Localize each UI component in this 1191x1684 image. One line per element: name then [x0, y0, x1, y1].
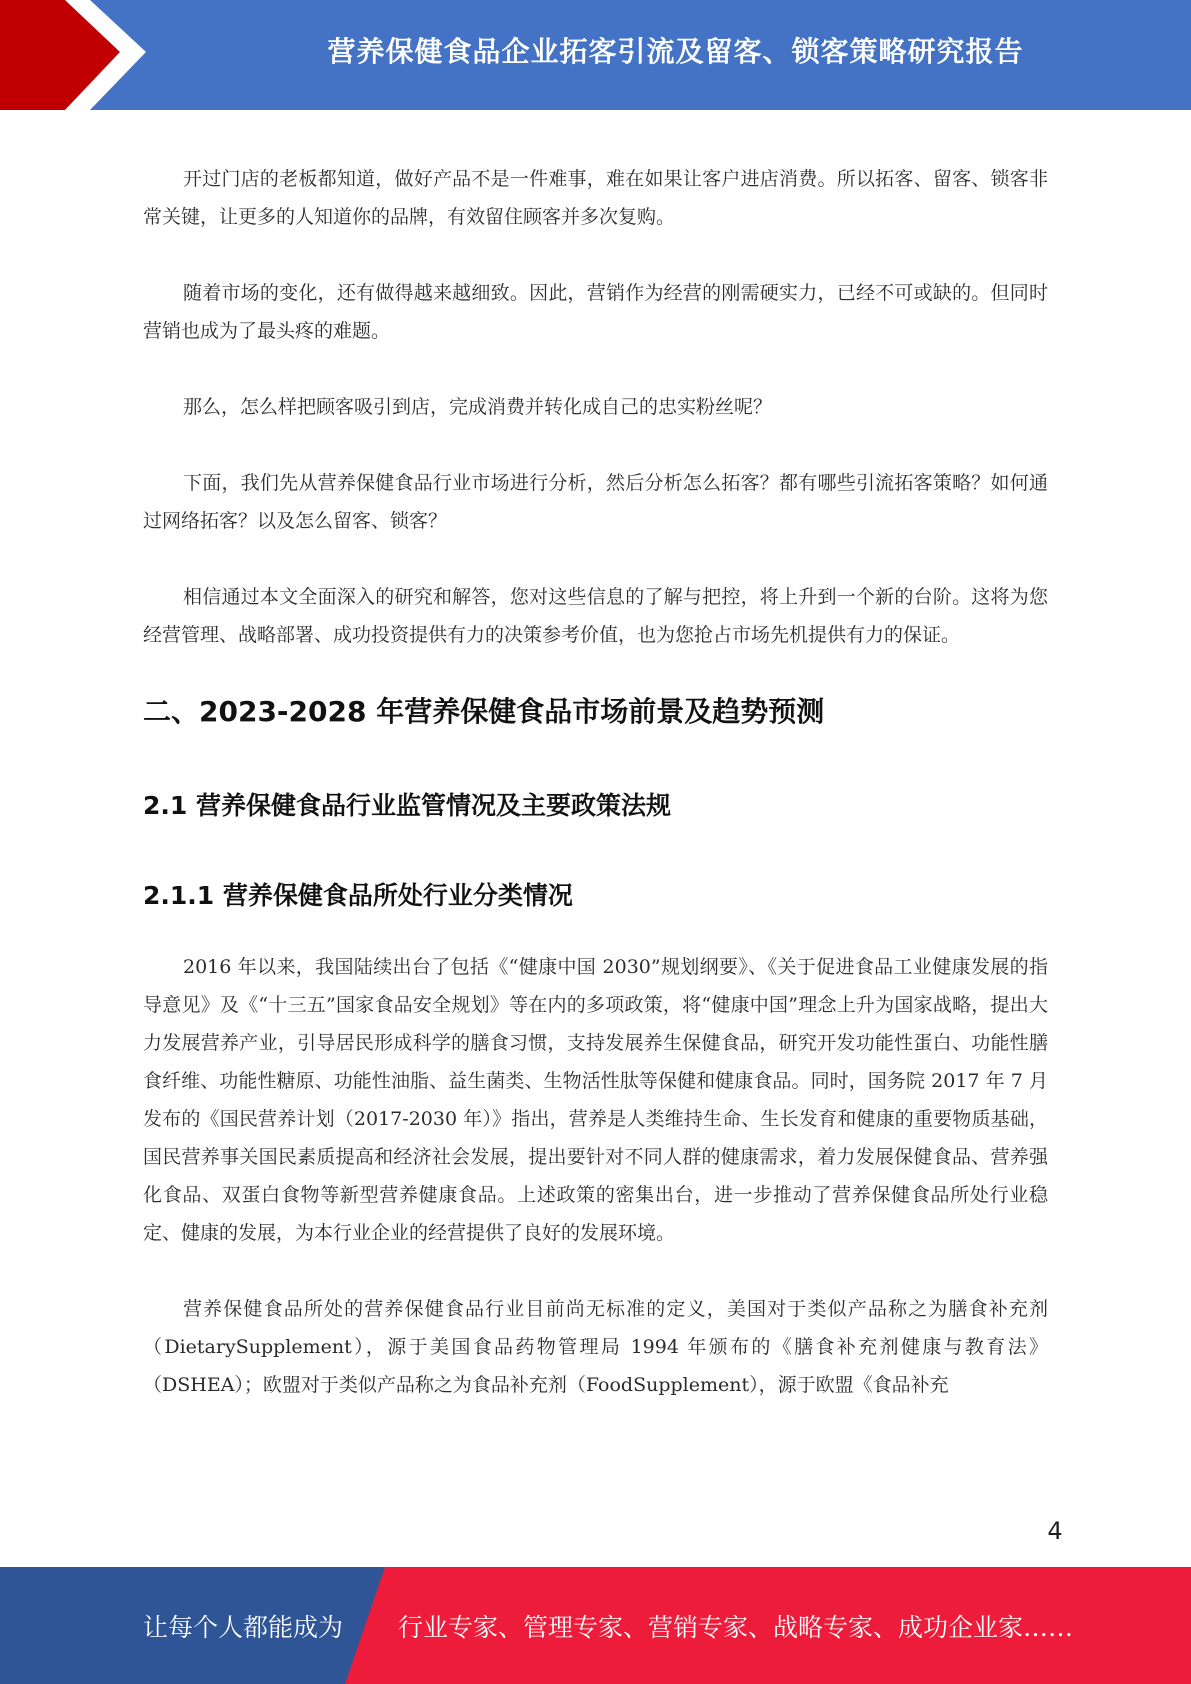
header-banner: [0, 0, 1191, 110]
intro-paragraph-1: 开过门店的老板都知道，做好产品不是一件难事，难在如果让客户进店消费。所以拓客、留客、锁客非常关键，让更多的人知道你的品牌，有效留住顾客并多次复购。: [143, 168, 1048, 228]
footer-banner: [0, 1567, 1191, 1684]
section-paragraph-1: 2016 年以来，我国陆续出台了包括《“健康中国 2030”规划纲要》、《关于促进食品工业健康发展的指导意见》及《“十三五”国家食品安全规划》等在内的多项政策，将“健康中国”理念上升为国家战略，提出大力发展营养产业，引导居民形成科学的膳食习惯，支持发展养生保健食品，研究开发功能性蛋白、功能性膳食纤维、功能性糖原、功能性油脂、益生菌类、生物活性肽等保健和健康食品。同时，国务院 2017 年 7 月发布的《国民营养计划（2017-2030 年）》指出，营养是人类维持生命、生长发育和健康的重要物质基础，国民营养事关国民素质提高和经济社会发展，提出要针对不同人群的健康需求，着力发展保健食品、营养强化食品、双蛋白食物等新型营养健康食品。上述政策的密集出台，进一步推动了营养保健食品所处行业稳定、健康的发展，为本行业企业的经营提供了良好的发展环境。: [143, 956, 1048, 1244]
page-number: 4: [1047, 1517, 1063, 1545]
intro-paragraph-3: 那么，怎么样把顾客吸引到店，完成消费并转化成自己的忠实粉丝呢？: [183, 396, 773, 418]
document-body: [143, 160, 1048, 1442]
subsection-heading: 2.1 营养保健食品行业监管情况及主要政策法规: [143, 791, 671, 820]
subsubsection-heading: 2.1.1 营养保健食品所处行业分类情况: [143, 881, 573, 910]
section-heading: 二、2023-2028 年营养保健食品市场前景及趋势预测: [143, 695, 825, 728]
header-chevron-icon: [0, 0, 160, 110]
report-title: 营养保健食品企业拓客引流及留客、锁客策略研究报告: [327, 35, 1024, 68]
intro-paragraph-5: 相信通过本文全面深入的研究和解答，您对这些信息的了解与把控，将上升到一个新的台阶。这将为您经营管理、战略部署、成功投资提供有力的决策参考价值，也为您抢占市场先机提供有力的保证。: [143, 586, 1048, 646]
footer-slogan-right: 行业专家、管理专家、营销专家、战略专家、成功企业家……: [398, 1612, 1074, 1642]
footer-slogan-left: 让每个人都能成为: [143, 1612, 344, 1642]
intro-paragraph-4: 下面，我们先从营养保健食品行业市场进行分析，然后分析怎么拓客？都有哪些引流拓客策略？如何通过网络拓客？以及怎么留客、锁客？: [143, 472, 1048, 532]
section-paragraph-2: 营养保健食品所处的营养保健食品行业目前尚无标准的定义，美国对于类似产品称之为膳食补充剂（DietarySupplement），源于美国食品药物管理局 1994 年颁布的《膳食补充剂健康与教育法》（DSHEA）；欧盟对于类似产品称之为食品补充剂（FoodSupplement），源于欧盟《食品补充: [143, 1298, 1048, 1396]
intro-paragraph-2: 随着市场的变化，还有做得越来越细致。因此，营销作为经营的刚需硬实力，已经不可或缺的。但同时营销也成为了最头疼的难题。: [143, 282, 1048, 342]
